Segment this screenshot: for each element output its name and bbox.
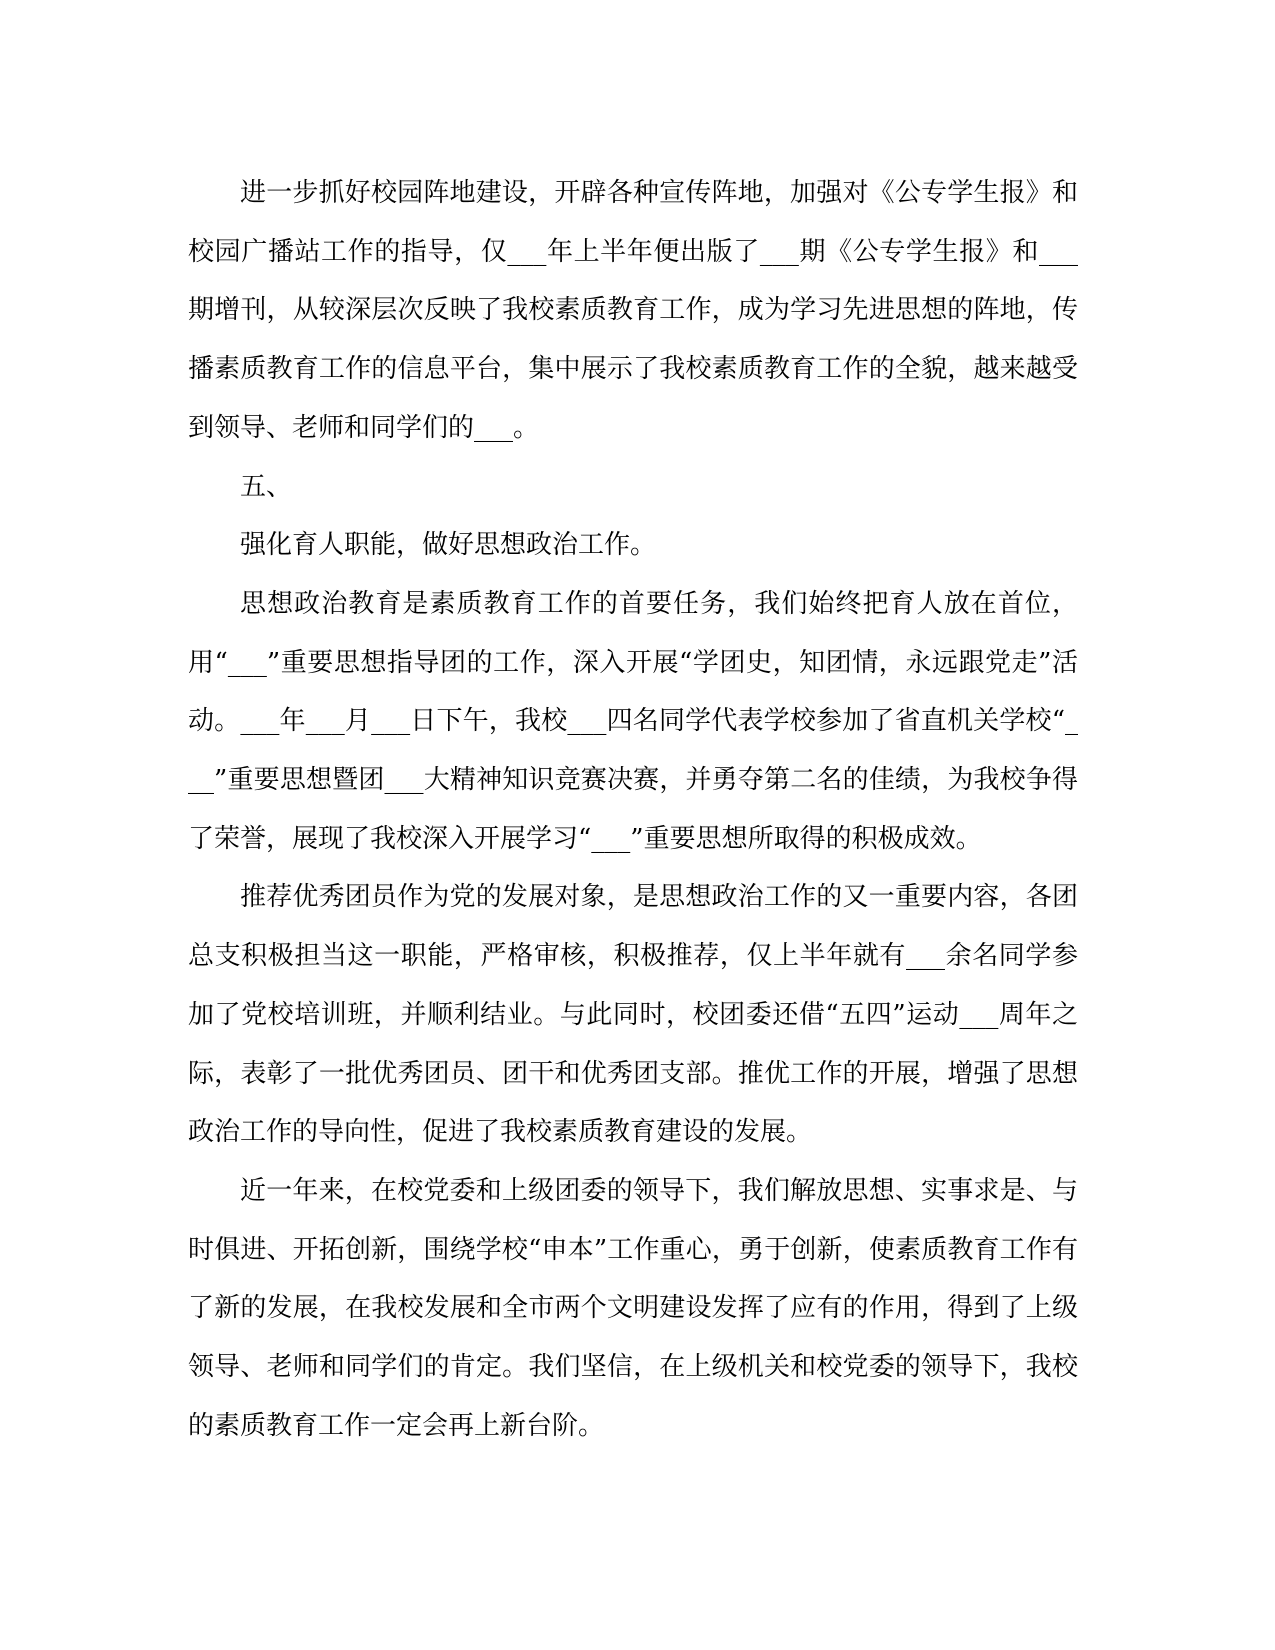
paragraph-campus-publicity: 进一步抓好校园阵地建设，开辟各种宣传阵地，加强对《公专学生报》和校园广播站工作的指导，仅___年上半年便出版了___期《公专学生报》和___期增刊，从较深层次反映了我校素质教育工作，成为学习先进思想的阵地，传播素质教育工作的信息平台，集中展示了我校素质教育工作的全貌，越来越受到领导、老师和同学们的___。 [188, 178, 1078, 443]
paragraph-recommend-members: 推荐优秀团员作为党的发展对象，是思想政治工作的又一重要内容，各团总支积极担当这一职能，严格审核，积极推荐，仅上半年就有___余名同学参加了党校培训班，并顺利结业。与此同时，校团委还借“五四”运动___周年之际，表彰了一批优秀团员、团干和优秀团支部。推优工作的开展，增强了思想政治工作的导向性，促进了我校素质教育建设的发展。 [188, 882, 1078, 1148]
section-heading-five: 五、 [240, 471, 293, 502]
document-body [188, 164, 1078, 1455]
section-title: 强化育人职能，做好思想政治工作。 [240, 530, 657, 561]
paragraph-political-education: 思想政治教育是素质教育工作的首要任务，我们始终把育人放在首位，用“___”重要思想指导团的工作，深入开展“学团史，知团情，永远跟党走”活动。___年___月___日下午，我校___四名同学代表学校参加了省直机关学校“___”重要思想暨团___大精神知识竞赛决赛，并勇夺第二名的佳绩，为我校争得了荣誉，展现了我校深入开展学习“___”重要思想所取得的积极成效。 [188, 588, 1078, 854]
paragraph-conclusion: 近一年来，在校党委和上级团委的领导下，我们解放思想、实事求是、与时俱进、开拓创新，围绕学校“申本”工作重心，勇于创新，使素质教育工作有了新的发展，在我校发展和全市两个文明建设发挥了应有的作用，得到了上级领导、老师和同学们的肯定。我们坚信，在上级机关和校党委的领导下，我校的素质教育工作一定会再上新台阶。 [188, 1175, 1078, 1441]
